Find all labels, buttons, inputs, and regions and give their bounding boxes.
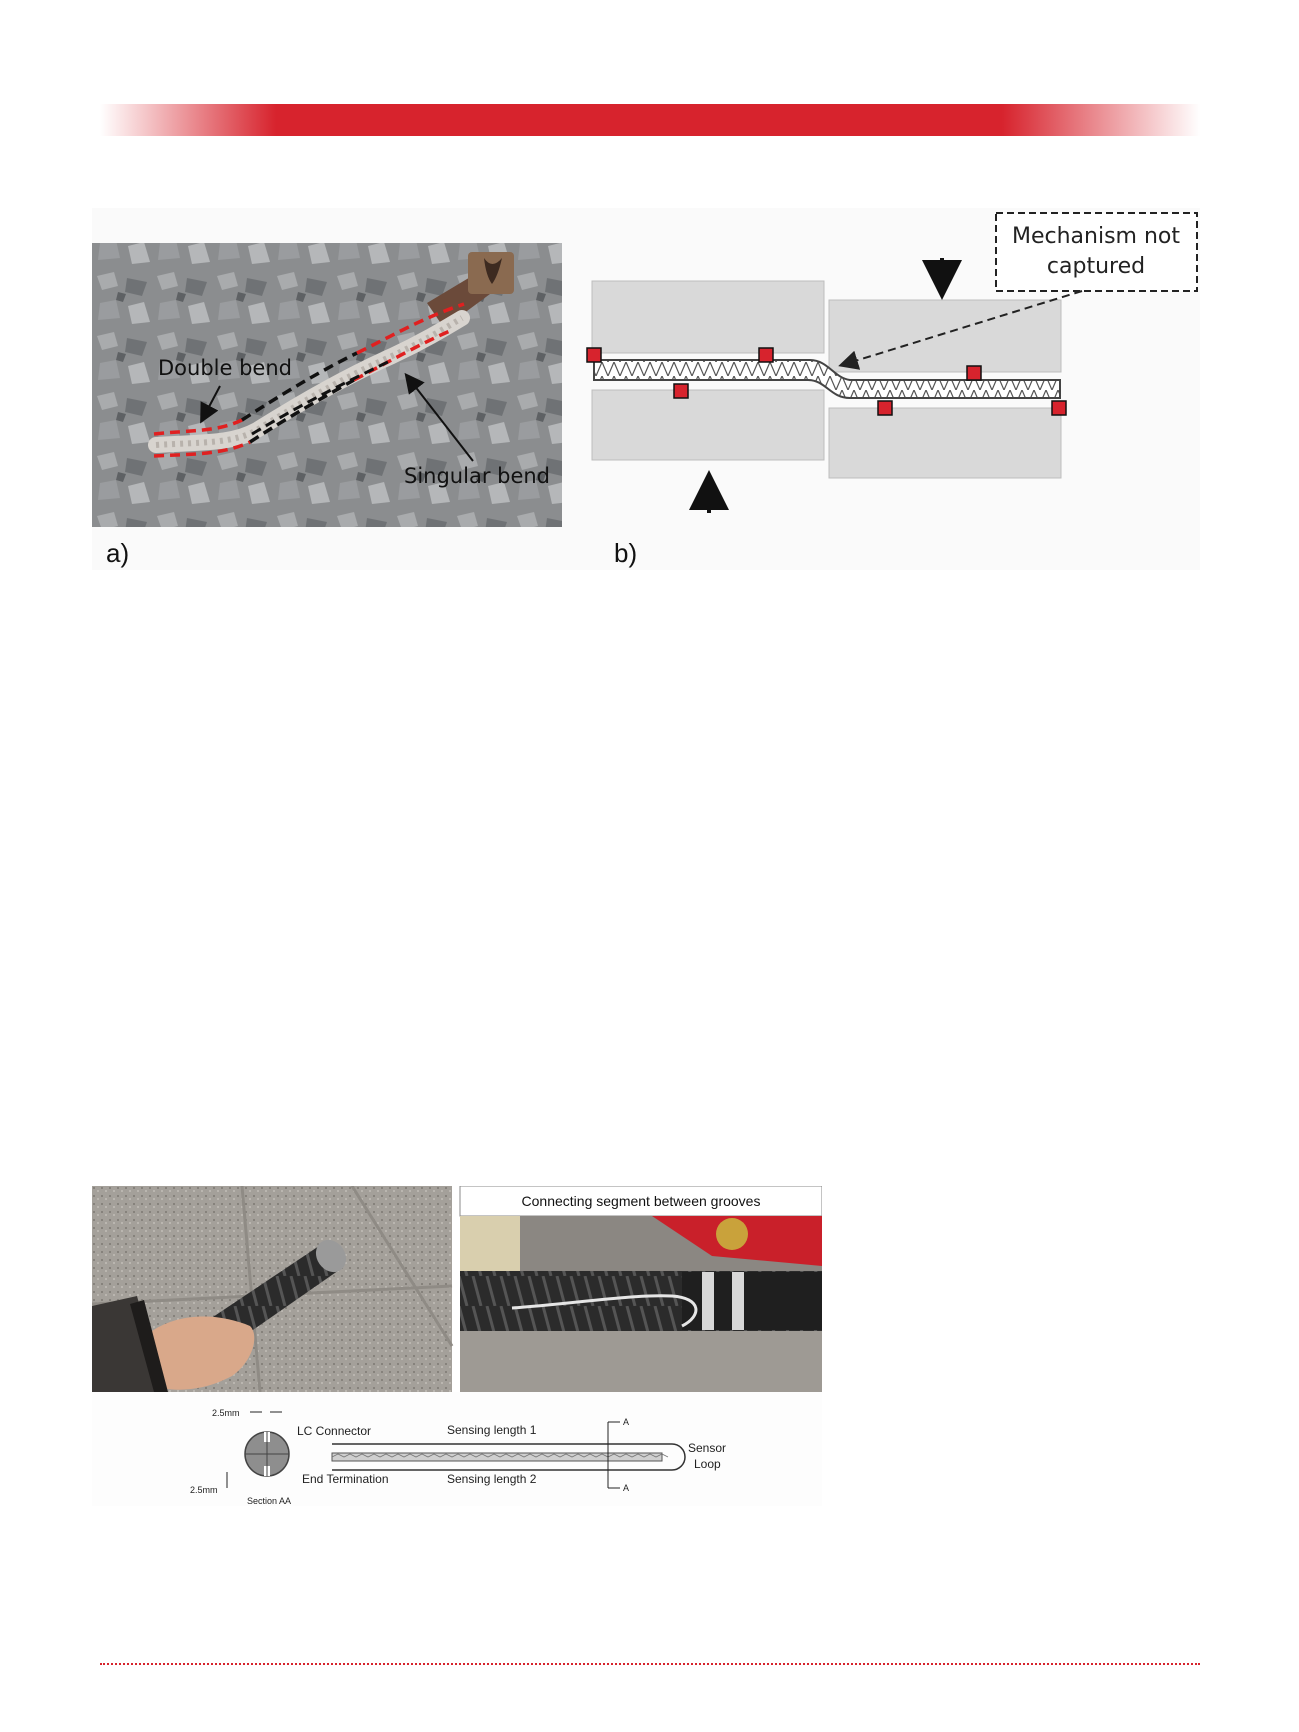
connecting-segment-title: Connecting segment between grooves [521, 1193, 761, 1209]
sensor-marker [674, 384, 688, 398]
sensor-loop-label-1: Sensor [688, 1441, 727, 1455]
dim-bottom-label: 2.5mm [190, 1485, 218, 1495]
sensor-marker [1052, 401, 1066, 415]
callout-line-2: captured [1046, 254, 1146, 279]
photo-hand-rebar [92, 1186, 452, 1392]
sensor-schematic [92, 1392, 822, 1506]
sensor-marker [878, 401, 892, 415]
header-gradient-band [100, 104, 1200, 136]
figure-2-graphic [92, 1186, 822, 1506]
photo-connecting-segment [460, 1186, 822, 1392]
sensor-loop-label-2: Loop [694, 1457, 721, 1471]
sensor-marker [587, 348, 601, 362]
sensing-length-1-label: Sensing length 1 [447, 1423, 537, 1437]
figure-2 [92, 1186, 822, 1506]
section-mark-top: A [623, 1417, 630, 1427]
panel-a-label: a) [106, 538, 130, 568]
footer-dotted-rule [100, 1663, 1200, 1665]
lc-connector-label: LC Connector [297, 1424, 372, 1438]
dim-top-label: 2.5mm [212, 1408, 240, 1418]
end-termination-label: End Termination [302, 1472, 389, 1486]
callout-line-1: Mechanism not [1011, 224, 1181, 249]
panel-a-photo [92, 243, 562, 527]
section-aa-label: Section AA [247, 1496, 292, 1506]
sensor-marker [967, 366, 981, 380]
panel-b-label: b) [614, 538, 638, 568]
double-bend-label: Double bend [158, 356, 292, 380]
figure-1 [92, 208, 1200, 570]
figure-1-graphic [92, 208, 1200, 570]
section-mark-bottom: A [623, 1483, 630, 1493]
sensing-length-2-label: Sensing length 2 [447, 1472, 537, 1486]
singular-bend-label: Singular bend [404, 464, 551, 488]
panel-b-schematic [587, 213, 1197, 513]
sensor-marker [759, 348, 773, 362]
